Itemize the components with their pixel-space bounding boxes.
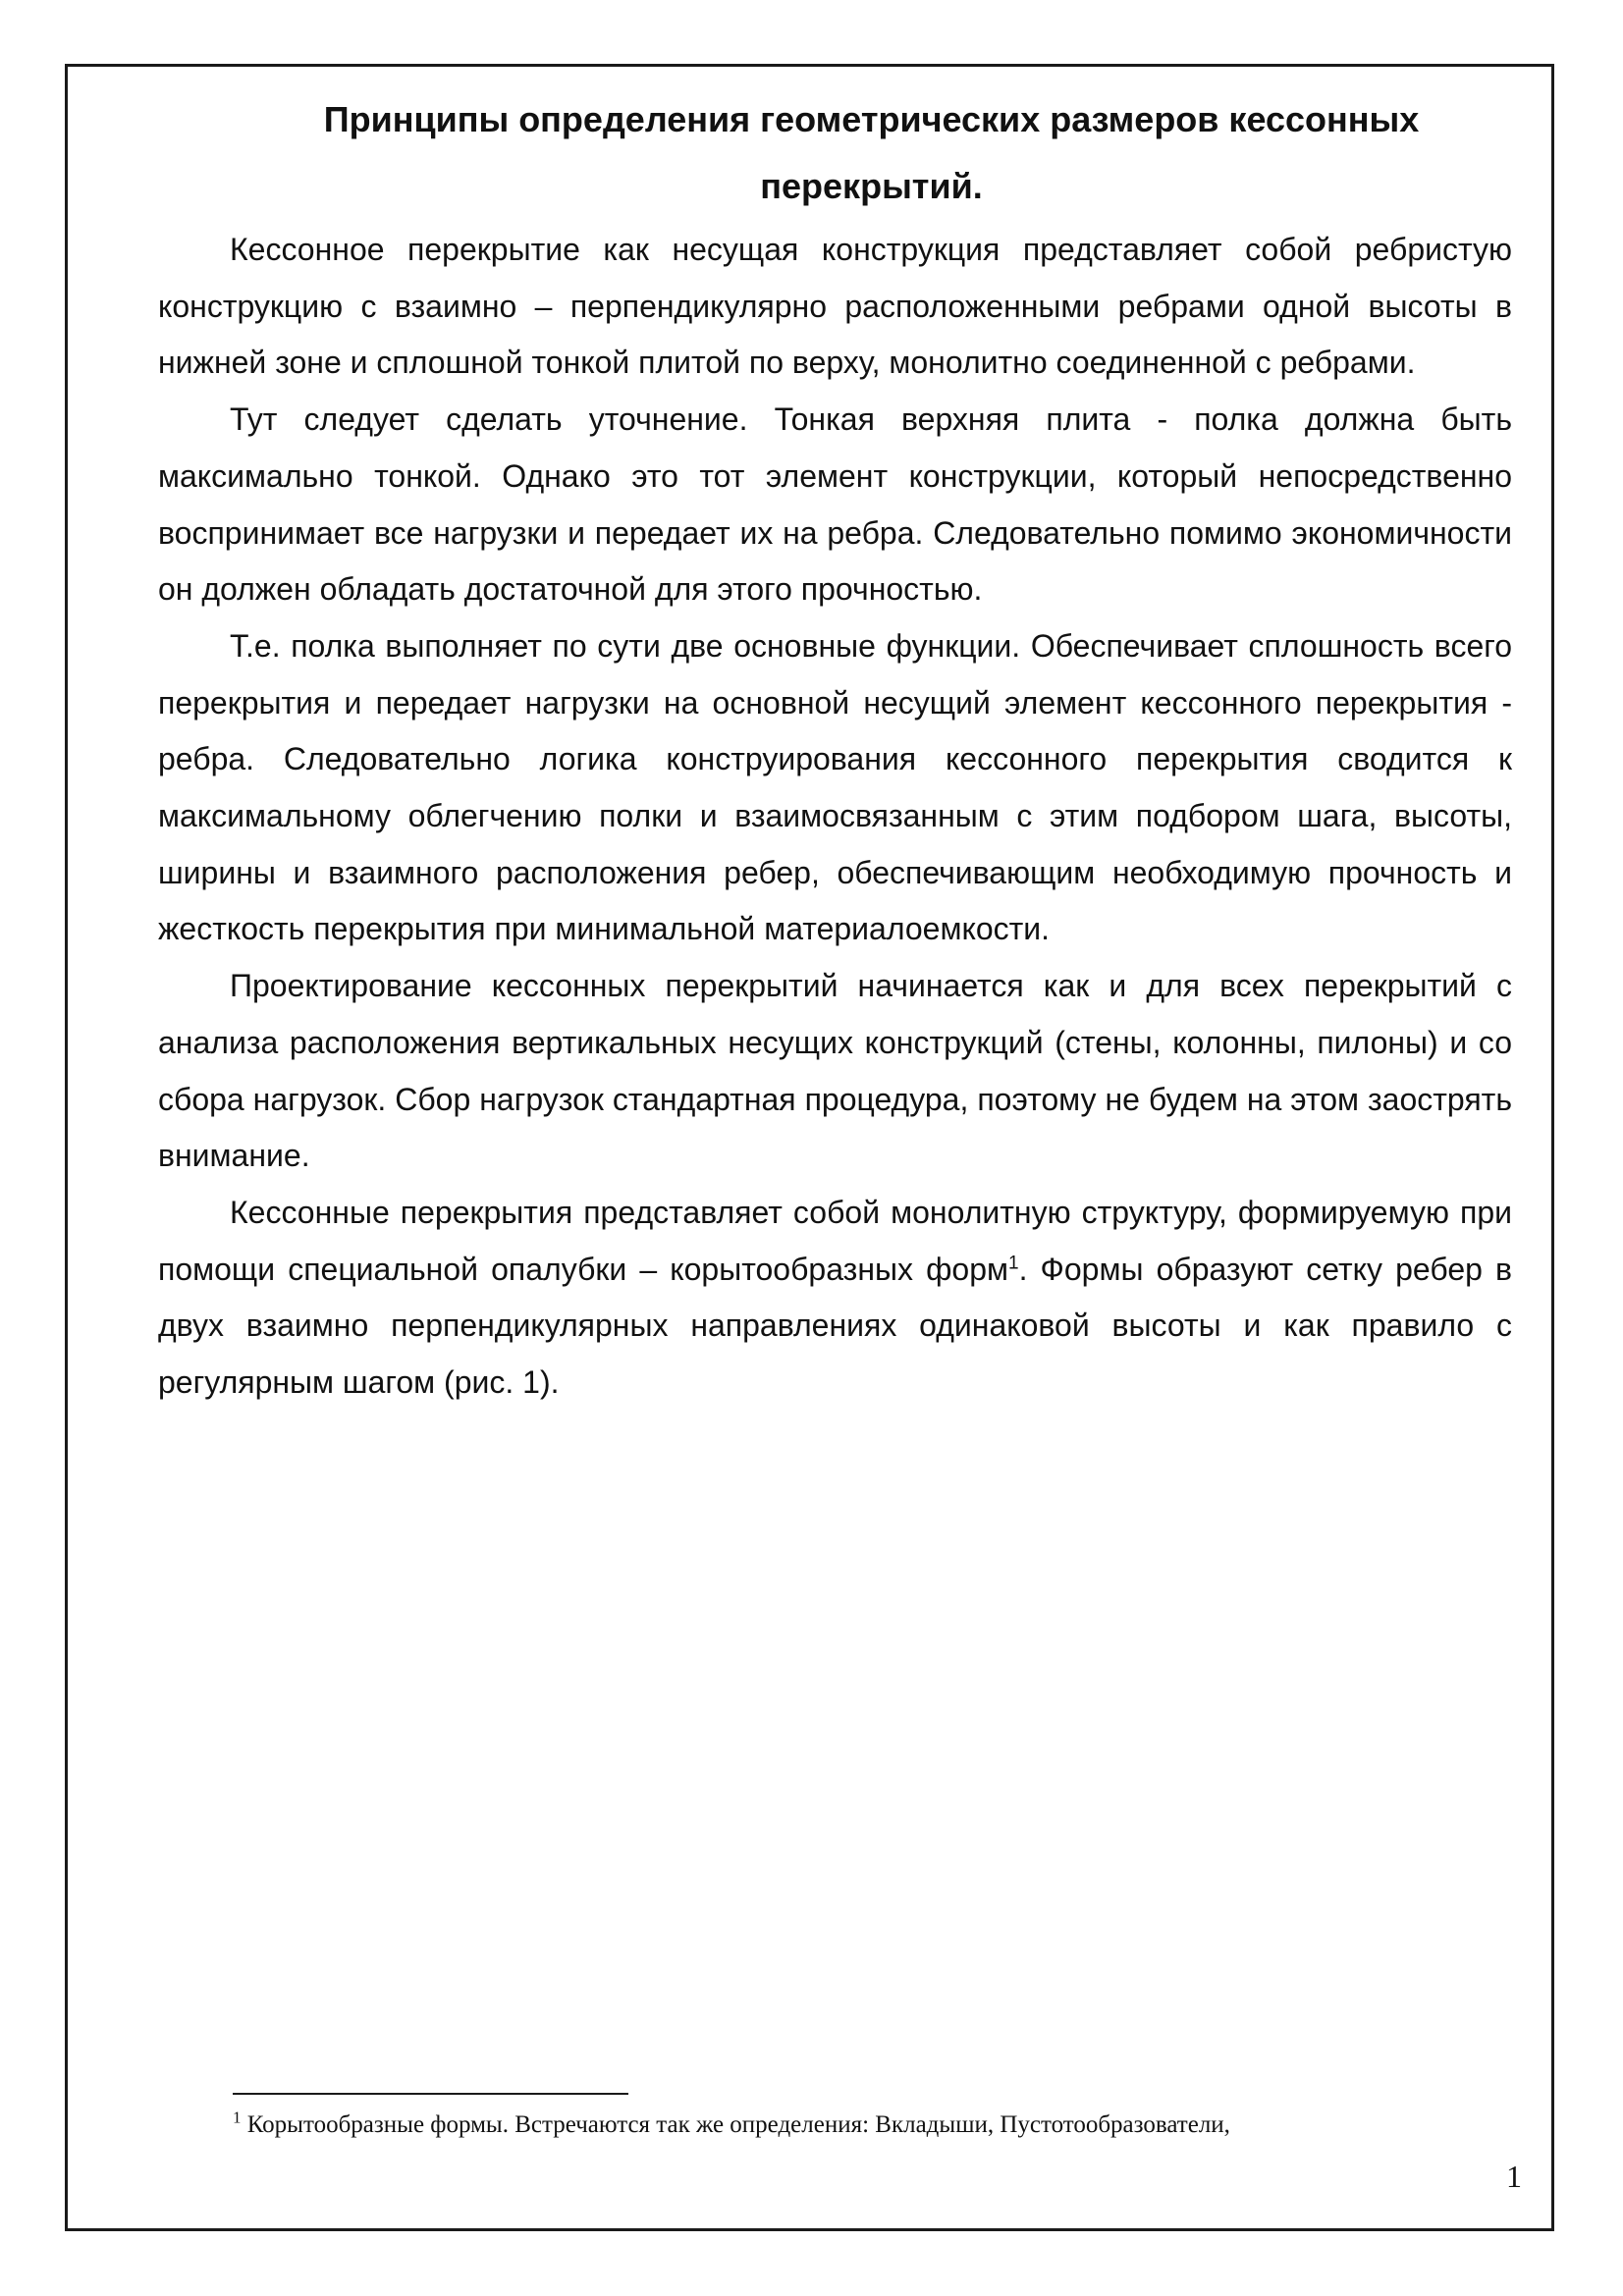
document-title-line-2: перекрытий. xyxy=(760,166,983,206)
paragraph-5-text-after-ref: . Формы образуют сетку ребер в двух взаимно перпендикулярных направлениях одинаковой высоты и как правило с регулярным шагом (рис. 1). xyxy=(158,1251,1513,1401)
footnote-separator xyxy=(233,2093,628,2095)
footnote-text: Корытообразные формы. Встречаются так же определения: Вкладыши, Пустотообразователи, xyxy=(241,2111,1230,2138)
footnote-reference-mark: 1 xyxy=(1008,1253,1019,1273)
document-body xyxy=(158,222,1512,1412)
paragraph-5 xyxy=(158,1185,1512,1412)
paragraph-4: Проектирование кессонных перекрытий начинается как и для всех перекрытий с анализа расположения вертикальных несущих конструкций (стены, колонны, пилоны) и со сбора нагрузок. Сбор нагрузок стандартная процедура, поэтому не будем на этом заострять внимание. xyxy=(158,968,1512,1174)
footnote-mark: 1 xyxy=(233,2108,242,2127)
paragraph-2: Тут следует сделать уточнение. Тонкая верхняя плита - полка должна быть максимально тонкой. Однако это тот элемент конструкции, который непосредственно воспринимает все нагрузки и передает их на ребра. Следовательно помимо экономичности он должен обладать достаточной для этого прочностью. xyxy=(158,401,1512,608)
page-number: 1 xyxy=(1506,2159,1522,2194)
paragraph-5-text-before-ref: Кессонные перекрытия представляет собой монолитную структуру, формируемую при помощи специальной опалубки – корытообразных форм xyxy=(158,1194,1512,1287)
footnote xyxy=(233,2109,1509,2142)
paragraph-3: Т.е. полка выполняет по сути две основные функции. Обеспечивает сплошность всего перекрытия и передает нагрузки на основной несущий элемент кессонного перекрытия - ребра. Следовательно логика конструирования кессонного перекрытия сводится к максимальному облегчению полки и взаимосвязанным с этим подбором шага, высоты, ширины и взаимного расположения ребер, обеспечивающим необходимую прочность и жесткость перекрытия при минимальной материалоемкости. xyxy=(158,627,1512,947)
document-title-line-1: Принципы определения геометрических размеров кессонных xyxy=(323,99,1420,139)
paragraph-1: Кессонное перекрытие как несущая конструкция представляет собой ребристую конструкцию с взаимно – перпендикулярно расположенными ребрами одной высоты в нижней зоне и сплошной тонкой плитой по верху, монолитно соединенной с ребрами. xyxy=(158,232,1512,381)
